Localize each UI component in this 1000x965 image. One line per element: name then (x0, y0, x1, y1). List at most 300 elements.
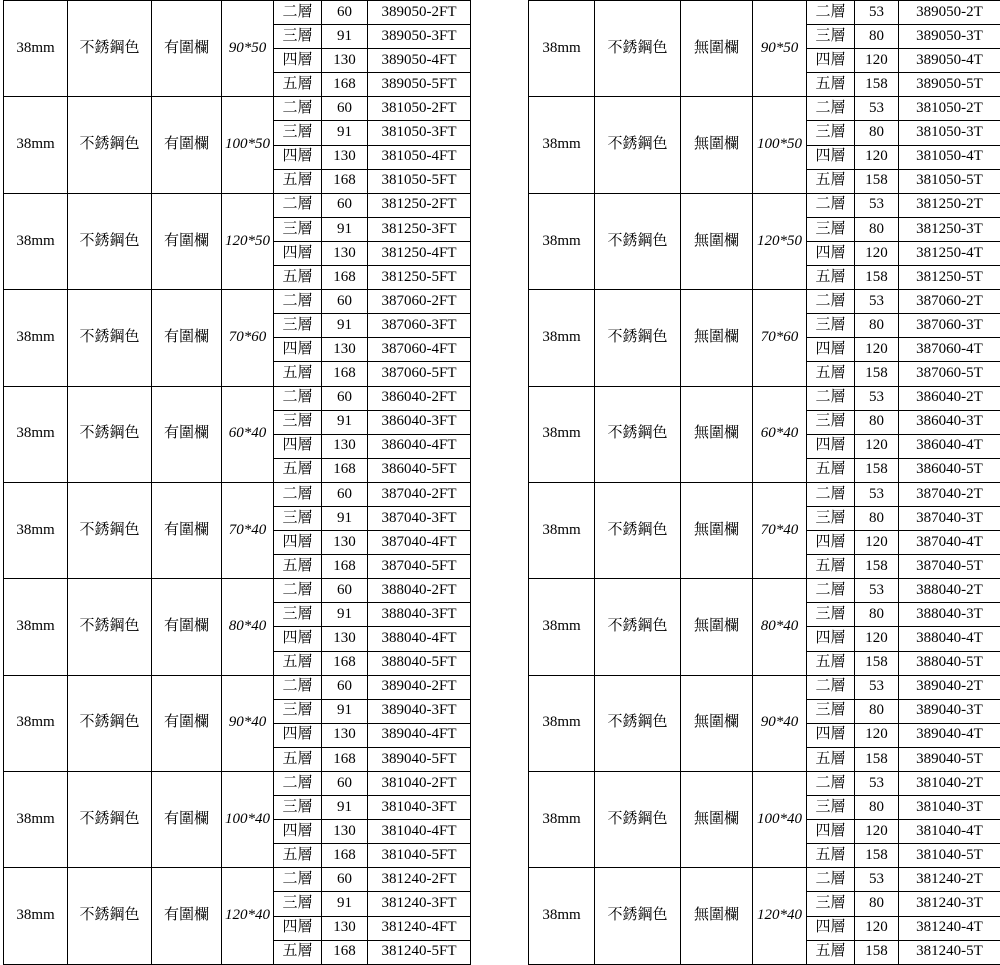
cell-quantity: 60 (322, 97, 368, 121)
cell-quantity: 53 (855, 482, 899, 506)
cell-quantity: 120 (855, 531, 899, 555)
cell-color: 不銹鋼色 (595, 193, 681, 289)
cell-layer: 三層 (274, 217, 322, 241)
cell-model: 388040-3FT (368, 603, 471, 627)
cell-quantity: 130 (322, 434, 368, 458)
cell-model: 381050-3T (899, 121, 1000, 145)
cell-model: 387060-3T (899, 314, 1000, 338)
cell-model: 381040-3T (899, 796, 1000, 820)
cell-thickness: 38mm (4, 868, 68, 964)
cell-quantity: 168 (322, 169, 368, 193)
cell-size: 120*50 (222, 193, 274, 289)
cell-quantity: 120 (855, 241, 899, 265)
cell-model: 381240-2T (899, 868, 1000, 892)
cell-model: 387040-5FT (368, 555, 471, 579)
cell-model: 389040-4FT (368, 723, 471, 747)
cell-color: 不銹鋼色 (68, 386, 152, 482)
cell-quantity: 60 (322, 482, 368, 506)
cell-quantity: 80 (855, 314, 899, 338)
cell-quantity: 168 (322, 747, 368, 771)
cell-rail: 無圍欄 (681, 1, 753, 97)
cell-quantity: 158 (855, 458, 899, 482)
cell-model: 388040-2FT (368, 579, 471, 603)
cell-thickness: 38mm (529, 1, 595, 97)
cell-quantity: 158 (855, 73, 899, 97)
cell-layer: 二層 (807, 1, 855, 25)
table-row (529, 868, 1000, 892)
cell-model: 387040-3FT (368, 506, 471, 530)
cell-model: 381250-2FT (368, 193, 471, 217)
cell-layer: 四層 (807, 531, 855, 555)
cell-quantity: 158 (855, 940, 899, 964)
cell-model: 388040-2T (899, 579, 1000, 603)
table-row (4, 772, 471, 796)
cell-color: 不銹鋼色 (595, 386, 681, 482)
cell-model: 389050-3T (899, 25, 1000, 49)
cell-size: 100*50 (753, 97, 807, 193)
cell-model: 381250-3FT (368, 217, 471, 241)
cell-model: 389050-4FT (368, 49, 471, 73)
cell-model: 388040-4FT (368, 627, 471, 651)
cell-layer: 四層 (807, 627, 855, 651)
cell-quantity: 130 (322, 723, 368, 747)
cell-rail: 無圍欄 (681, 290, 753, 386)
cell-layer: 四層 (807, 145, 855, 169)
cell-quantity: 80 (855, 699, 899, 723)
cell-rail: 無圍欄 (681, 97, 753, 193)
table-row (529, 482, 1000, 506)
cell-layer: 四層 (807, 723, 855, 747)
cell-quantity: 60 (322, 386, 368, 410)
cell-layer: 二層 (807, 97, 855, 121)
cell-model: 389040-5T (899, 747, 1000, 771)
cell-thickness: 38mm (529, 97, 595, 193)
cell-quantity: 53 (855, 290, 899, 314)
cell-model: 381050-5T (899, 169, 1000, 193)
cell-rail: 無圍欄 (681, 772, 753, 868)
cell-quantity: 120 (855, 434, 899, 458)
cell-quantity: 158 (855, 747, 899, 771)
cell-layer: 四層 (274, 723, 322, 747)
cell-quantity: 60 (322, 772, 368, 796)
cell-color: 不銹鋼色 (595, 675, 681, 771)
cell-thickness: 38mm (4, 1, 68, 97)
cell-layer: 三層 (807, 603, 855, 627)
cell-size: 70*40 (753, 482, 807, 578)
cell-rail: 有圍欄 (152, 290, 222, 386)
cell-quantity: 60 (322, 290, 368, 314)
cell-color: 不銹鋼色 (68, 675, 152, 771)
cell-model: 387040-2T (899, 482, 1000, 506)
cell-size: 70*60 (753, 290, 807, 386)
cell-layer: 二層 (274, 193, 322, 217)
cell-quantity: 168 (322, 651, 368, 675)
cell-layer: 二層 (807, 290, 855, 314)
cell-quantity: 168 (322, 362, 368, 386)
cell-thickness: 38mm (529, 868, 595, 964)
cell-quantity: 53 (855, 386, 899, 410)
cell-quantity: 53 (855, 579, 899, 603)
cell-quantity: 60 (322, 579, 368, 603)
cell-layer: 五層 (807, 266, 855, 290)
table-row (4, 675, 471, 699)
cell-quantity: 53 (855, 868, 899, 892)
cell-size: 90*40 (222, 675, 274, 771)
table-row (529, 193, 1000, 217)
cell-size: 60*40 (222, 386, 274, 482)
cell-quantity: 168 (322, 73, 368, 97)
cell-quantity: 91 (322, 699, 368, 723)
cell-thickness: 38mm (4, 579, 68, 675)
cell-model: 381250-2T (899, 193, 1000, 217)
cell-quantity: 168 (322, 844, 368, 868)
cell-color: 不銹鋼色 (68, 772, 152, 868)
cell-quantity: 91 (322, 603, 368, 627)
cell-model: 389050-3FT (368, 25, 471, 49)
cell-layer: 二層 (807, 482, 855, 506)
table-row (529, 1, 1000, 25)
cell-layer: 三層 (274, 121, 322, 145)
cell-thickness: 38mm (529, 193, 595, 289)
cell-thickness: 38mm (529, 772, 595, 868)
cell-color: 不銹鋼色 (68, 97, 152, 193)
cell-layer: 四層 (807, 241, 855, 265)
cell-layer: 四層 (807, 820, 855, 844)
cell-rail: 有圍欄 (152, 386, 222, 482)
cell-color: 不銹鋼色 (595, 579, 681, 675)
cell-layer: 三層 (274, 410, 322, 434)
cell-layer: 三層 (274, 603, 322, 627)
cell-quantity: 120 (855, 627, 899, 651)
cell-color: 不銹鋼色 (68, 482, 152, 578)
cell-model: 387040-2FT (368, 482, 471, 506)
cell-layer: 三層 (807, 314, 855, 338)
cell-quantity: 80 (855, 121, 899, 145)
cell-color: 不銹鋼色 (68, 1, 152, 97)
cell-rail: 有圍欄 (152, 868, 222, 964)
cell-model: 387040-4FT (368, 531, 471, 555)
cell-layer: 四層 (274, 338, 322, 362)
cell-thickness: 38mm (4, 772, 68, 868)
cell-model: 386040-4T (899, 434, 1000, 458)
cell-model: 381250-5FT (368, 266, 471, 290)
cell-layer: 五層 (807, 844, 855, 868)
spec-table-no-rail (528, 0, 1000, 965)
cell-model: 381040-4T (899, 820, 1000, 844)
cell-model: 389050-2FT (368, 1, 471, 25)
cell-quantity: 60 (322, 193, 368, 217)
cell-layer: 五層 (274, 73, 322, 97)
cell-quantity: 91 (322, 796, 368, 820)
cell-model: 387040-5T (899, 555, 1000, 579)
cell-layer: 五層 (274, 844, 322, 868)
cell-model: 381040-3FT (368, 796, 471, 820)
cell-quantity: 168 (322, 555, 368, 579)
cell-size: 90*50 (753, 1, 807, 97)
cell-layer: 三層 (274, 892, 322, 916)
cell-model: 386040-5T (899, 458, 1000, 482)
cell-model: 381050-5FT (368, 169, 471, 193)
cell-model: 389040-2FT (368, 675, 471, 699)
cell-model: 381040-2T (899, 772, 1000, 796)
cell-layer: 五層 (807, 747, 855, 771)
cell-quantity: 91 (322, 506, 368, 530)
left-table-body (4, 1, 471, 965)
cell-model: 381050-2T (899, 97, 1000, 121)
cell-model: 387040-4T (899, 531, 1000, 555)
cell-thickness: 38mm (4, 675, 68, 771)
cell-model: 386040-3T (899, 410, 1000, 434)
cell-layer: 五層 (274, 169, 322, 193)
cell-model: 381240-4FT (368, 916, 471, 940)
spec-table-with-rail (3, 0, 471, 965)
cell-layer: 四層 (274, 434, 322, 458)
cell-layer: 四層 (274, 916, 322, 940)
cell-quantity: 130 (322, 627, 368, 651)
cell-rail: 有圍欄 (152, 482, 222, 578)
cell-model: 381240-3FT (368, 892, 471, 916)
cell-color: 不銹鋼色 (68, 193, 152, 289)
cell-model: 381250-3T (899, 217, 1000, 241)
cell-model: 381050-4FT (368, 145, 471, 169)
cell-quantity: 60 (322, 868, 368, 892)
table-row (4, 386, 471, 410)
cell-quantity: 120 (855, 820, 899, 844)
cell-thickness: 38mm (529, 675, 595, 771)
cell-quantity: 91 (322, 410, 368, 434)
cell-layer: 五層 (807, 362, 855, 386)
cell-quantity: 91 (322, 25, 368, 49)
table-row (4, 193, 471, 217)
cell-model: 381040-5FT (368, 844, 471, 868)
cell-thickness: 38mm (4, 97, 68, 193)
cell-model: 387060-4T (899, 338, 1000, 362)
cell-model: 387060-5T (899, 362, 1000, 386)
cell-layer: 四層 (274, 145, 322, 169)
cell-model: 387040-3T (899, 506, 1000, 530)
cell-layer: 五層 (807, 651, 855, 675)
cell-size: 100*40 (753, 772, 807, 868)
cell-layer: 三層 (807, 25, 855, 49)
cell-quantity: 80 (855, 25, 899, 49)
cell-thickness: 38mm (4, 386, 68, 482)
cell-rail: 有圍欄 (152, 772, 222, 868)
cell-layer: 四層 (274, 820, 322, 844)
cell-quantity: 158 (855, 844, 899, 868)
cell-color: 不銹鋼色 (595, 97, 681, 193)
cell-quantity: 60 (322, 675, 368, 699)
cell-layer: 二層 (274, 290, 322, 314)
cell-rail: 無圍欄 (681, 579, 753, 675)
cell-quantity: 158 (855, 651, 899, 675)
cell-layer: 二層 (274, 579, 322, 603)
cell-layer: 四層 (274, 531, 322, 555)
table-row (4, 868, 471, 892)
cell-quantity: 168 (322, 266, 368, 290)
cell-layer: 四層 (807, 916, 855, 940)
cell-thickness: 38mm (4, 482, 68, 578)
cell-color: 不銹鋼色 (595, 290, 681, 386)
cell-layer: 五層 (274, 458, 322, 482)
cell-quantity: 130 (322, 241, 368, 265)
cell-quantity: 80 (855, 410, 899, 434)
cell-layer: 二層 (274, 1, 322, 25)
cell-model: 381040-2FT (368, 772, 471, 796)
cell-quantity: 158 (855, 555, 899, 579)
cell-model: 381240-5FT (368, 940, 471, 964)
cell-quantity: 130 (322, 820, 368, 844)
cell-size: 70*40 (222, 482, 274, 578)
cell-rail: 有圍欄 (152, 97, 222, 193)
cell-color: 不銹鋼色 (68, 868, 152, 964)
cell-layer: 二層 (807, 868, 855, 892)
cell-quantity: 120 (855, 145, 899, 169)
cell-layer: 三層 (807, 121, 855, 145)
table-row (4, 482, 471, 506)
cell-quantity: 80 (855, 603, 899, 627)
cell-quantity: 80 (855, 217, 899, 241)
cell-quantity: 80 (855, 892, 899, 916)
cell-layer: 二層 (274, 386, 322, 410)
cell-quantity: 130 (322, 49, 368, 73)
cell-layer: 五層 (807, 555, 855, 579)
cell-color: 不銹鋼色 (595, 482, 681, 578)
cell-rail: 有圍欄 (152, 193, 222, 289)
cell-layer: 三層 (807, 796, 855, 820)
cell-quantity: 91 (322, 892, 368, 916)
cell-layer: 四層 (807, 434, 855, 458)
cell-thickness: 38mm (529, 482, 595, 578)
cell-layer: 五層 (807, 169, 855, 193)
cell-size: 80*40 (222, 579, 274, 675)
cell-model: 388040-4T (899, 627, 1000, 651)
table-row (529, 579, 1000, 603)
cell-model: 387060-3FT (368, 314, 471, 338)
cell-model: 386040-2T (899, 386, 1000, 410)
cell-quantity: 53 (855, 193, 899, 217)
cell-size: 80*40 (753, 579, 807, 675)
cell-size: 100*50 (222, 97, 274, 193)
cell-model: 389040-2T (899, 675, 1000, 699)
cell-layer: 二層 (807, 579, 855, 603)
cell-layer: 三層 (807, 506, 855, 530)
cell-model: 381250-5T (899, 266, 1000, 290)
cell-size: 120*40 (753, 868, 807, 964)
cell-color: 不銹鋼色 (595, 772, 681, 868)
cell-layer: 二層 (807, 386, 855, 410)
table-row (4, 97, 471, 121)
cell-size: 70*60 (222, 290, 274, 386)
cell-quantity: 91 (322, 121, 368, 145)
cell-rail: 有圍欄 (152, 675, 222, 771)
cell-model: 388040-5FT (368, 651, 471, 675)
cell-quantity: 168 (322, 940, 368, 964)
cell-model: 381240-4T (899, 916, 1000, 940)
table-row (4, 1, 471, 25)
cell-model: 387060-2FT (368, 290, 471, 314)
cell-layer: 五層 (274, 747, 322, 771)
cell-model: 386040-2FT (368, 386, 471, 410)
cell-quantity: 120 (855, 338, 899, 362)
cell-layer: 四層 (274, 241, 322, 265)
cell-layer: 二層 (274, 97, 322, 121)
left-panel (0, 0, 470, 965)
cell-layer: 三層 (274, 314, 322, 338)
cell-layer: 二層 (274, 868, 322, 892)
cell-model: 387060-4FT (368, 338, 471, 362)
cell-model: 381240-3T (899, 892, 1000, 916)
cell-model: 381050-4T (899, 145, 1000, 169)
cell-quantity: 80 (855, 796, 899, 820)
cell-model: 389050-5FT (368, 73, 471, 97)
cell-layer: 三層 (807, 410, 855, 434)
cell-layer: 四層 (274, 627, 322, 651)
cell-quantity: 158 (855, 169, 899, 193)
cell-model: 389050-2T (899, 1, 1000, 25)
cell-thickness: 38mm (529, 579, 595, 675)
right-table-body (529, 1, 1000, 965)
cell-layer: 三層 (807, 217, 855, 241)
cell-quantity: 53 (855, 1, 899, 25)
cell-color: 不銹鋼色 (595, 868, 681, 964)
cell-quantity: 120 (855, 49, 899, 73)
cell-model: 381040-5T (899, 844, 1000, 868)
cell-quantity: 168 (322, 458, 368, 482)
cell-model: 381250-4FT (368, 241, 471, 265)
cell-layer: 三層 (274, 699, 322, 723)
cell-model: 389040-3FT (368, 699, 471, 723)
cell-quantity: 91 (322, 217, 368, 241)
cell-size: 90*40 (753, 675, 807, 771)
cell-model: 387060-5FT (368, 362, 471, 386)
cell-layer: 二層 (274, 772, 322, 796)
cell-model: 389040-3T (899, 699, 1000, 723)
cell-quantity: 53 (855, 772, 899, 796)
cell-model: 389040-4T (899, 723, 1000, 747)
cell-quantity: 120 (855, 916, 899, 940)
cell-layer: 二層 (807, 193, 855, 217)
table-row (529, 386, 1000, 410)
cell-layer: 二層 (274, 675, 322, 699)
cell-rail: 有圍欄 (152, 579, 222, 675)
cell-rail: 有圍欄 (152, 1, 222, 97)
cell-thickness: 38mm (529, 290, 595, 386)
cell-thickness: 38mm (529, 386, 595, 482)
cell-size: 90*50 (222, 1, 274, 97)
cell-quantity: 60 (322, 1, 368, 25)
cell-model: 386040-4FT (368, 434, 471, 458)
cell-quantity: 158 (855, 362, 899, 386)
cell-layer: 四層 (274, 49, 322, 73)
table-row (4, 579, 471, 603)
table-row (4, 290, 471, 314)
cell-model: 381040-4FT (368, 820, 471, 844)
cell-quantity: 130 (322, 916, 368, 940)
cell-layer: 四層 (807, 49, 855, 73)
cell-size: 120*40 (222, 868, 274, 964)
cell-layer: 五層 (274, 555, 322, 579)
table-row (529, 97, 1000, 121)
cell-size: 120*50 (753, 193, 807, 289)
cell-layer: 五層 (274, 266, 322, 290)
table-row (529, 290, 1000, 314)
cell-layer: 三層 (274, 506, 322, 530)
cell-layer: 三層 (274, 796, 322, 820)
cell-quantity: 130 (322, 145, 368, 169)
cell-model: 388040-3T (899, 603, 1000, 627)
cell-quantity: 53 (855, 675, 899, 699)
cell-model: 381250-4T (899, 241, 1000, 265)
